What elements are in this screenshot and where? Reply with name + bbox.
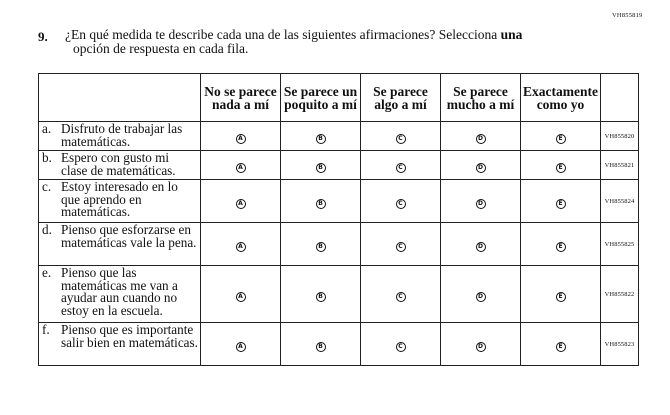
answer-bubble-d[interactable]: D <box>476 242 486 252</box>
column-header-c: Se parece algo a mí <box>361 74 441 122</box>
header-row <box>39 74 639 122</box>
item-code: VH855822 <box>601 266 639 323</box>
statement-cell <box>39 180 201 223</box>
item-code: VH855825 <box>601 223 639 266</box>
statement-letter: a. <box>42 121 52 136</box>
answer-bubble-c[interactable]: C <box>396 242 406 252</box>
option-cell <box>361 323 441 366</box>
option-cell <box>521 122 601 151</box>
answer-bubble-e[interactable]: E <box>556 199 566 209</box>
option-cell <box>521 180 601 223</box>
answer-bubble-b[interactable]: B <box>316 242 326 252</box>
option-cell <box>201 266 281 323</box>
answer-bubble-c[interactable]: C <box>396 134 406 144</box>
answer-bubble-e[interactable]: E <box>556 242 566 252</box>
answer-bubble-d[interactable]: D <box>476 134 486 144</box>
header-blank-cell <box>39 74 201 122</box>
statement-letter: c. <box>42 179 52 194</box>
statement-letter: d. <box>42 222 52 237</box>
statement-cell <box>39 223 201 266</box>
answer-bubble-a[interactable]: A <box>236 163 246 173</box>
item-code: VH855821 <box>601 151 639 180</box>
answer-bubble-d[interactable]: D <box>476 342 486 352</box>
option-cell <box>441 266 521 323</box>
answer-bubble-e[interactable]: E <box>556 163 566 173</box>
option-cell <box>441 323 521 366</box>
question-text <box>65 28 585 56</box>
answer-bubble-b[interactable]: B <box>316 163 326 173</box>
option-cell <box>361 266 441 323</box>
option-cell <box>201 323 281 366</box>
statement-letter: e. <box>42 265 52 280</box>
option-cell <box>441 180 521 223</box>
statement-letter: b. <box>42 150 52 165</box>
answer-bubble-b[interactable]: B <box>316 134 326 144</box>
statement-cell <box>39 266 201 323</box>
header-code-cell <box>601 74 639 122</box>
answer-bubble-d[interactable]: D <box>476 163 486 173</box>
item-code: VH855820 <box>601 122 639 151</box>
answer-bubble-a[interactable]: A <box>236 134 246 144</box>
answer-bubble-e[interactable]: E <box>556 134 566 144</box>
column-header-e: Exactamente como yo <box>521 74 601 122</box>
option-cell <box>201 151 281 180</box>
answer-bubble-e[interactable]: E <box>556 342 566 352</box>
answer-bubble-c[interactable]: C <box>396 342 406 352</box>
statement-text: Espero con gusto mi clase de matemáticas. <box>61 150 176 178</box>
option-cell <box>281 223 361 266</box>
option-cell <box>441 223 521 266</box>
statement-cell <box>39 122 201 151</box>
option-cell <box>201 180 281 223</box>
page-code: VH855819 <box>612 12 643 19</box>
item-code: VH855823 <box>601 323 639 366</box>
answer-bubble-a[interactable]: A <box>236 342 246 352</box>
option-cell <box>521 266 601 323</box>
option-cell <box>201 122 281 151</box>
response-table <box>38 73 639 366</box>
option-cell <box>281 323 361 366</box>
option-cell <box>361 180 441 223</box>
option-cell <box>441 151 521 180</box>
statement-cell <box>39 151 201 180</box>
column-header-b: Se parece un poquito a mí <box>281 74 361 122</box>
answer-bubble-d[interactable]: D <box>476 199 486 209</box>
answer-bubble-a[interactable]: A <box>236 242 246 252</box>
answer-bubble-c[interactable]: C <box>396 199 406 209</box>
answer-bubble-c[interactable]: C <box>396 163 406 173</box>
table-row <box>39 266 639 323</box>
table-row <box>39 151 639 180</box>
question-text-emphasis: una <box>500 27 523 42</box>
table-body <box>39 122 639 366</box>
option-cell <box>281 266 361 323</box>
option-cell <box>521 151 601 180</box>
statement-text: Estoy interesado en lo que aprendo en matemáticas. <box>61 179 178 220</box>
answer-bubble-b[interactable]: B <box>316 292 326 302</box>
option-cell <box>281 151 361 180</box>
answer-bubble-b[interactable]: B <box>316 342 326 352</box>
statement-text: Pienso que las matemáticas me van a ayudar aun cuando no estoy en la escuela. <box>61 265 178 318</box>
column-header-a: No se parece nada a mí <box>201 74 281 122</box>
statement-cell <box>39 323 201 366</box>
question-text-line1: ¿En qué medida te describe cada una de las siguientes afirmaciones? Selecciona <box>65 27 501 42</box>
answer-bubble-d[interactable]: D <box>476 292 486 302</box>
answer-bubble-c[interactable]: C <box>396 292 406 302</box>
answer-bubble-a[interactable]: A <box>236 292 246 302</box>
statement-text: Pienso que es importante salir bien en matemáticas. <box>61 322 198 350</box>
option-cell <box>281 122 361 151</box>
answer-bubble-b[interactable]: B <box>316 199 326 209</box>
question-number: 9. <box>38 29 48 44</box>
option-cell <box>361 151 441 180</box>
item-code: VH855824 <box>601 180 639 223</box>
answer-bubble-a[interactable]: A <box>236 199 246 209</box>
option-cell <box>281 180 361 223</box>
answer-bubble-e[interactable]: E <box>556 292 566 302</box>
table-row <box>39 223 639 266</box>
table-row <box>39 180 639 223</box>
question-text-line2: opción de respuesta en cada fila. <box>73 41 249 56</box>
table-row <box>39 323 639 366</box>
option-cell <box>521 323 601 366</box>
option-cell <box>201 223 281 266</box>
statement-text: Disfruto de trabajar las matemáticas. <box>61 121 183 149</box>
option-cell <box>361 122 441 151</box>
option-cell <box>361 223 441 266</box>
table-row <box>39 122 639 151</box>
column-header-d: Se parece mucho a mí <box>441 74 521 122</box>
statement-letter: f. <box>42 322 50 337</box>
option-cell <box>441 122 521 151</box>
statement-text: Pienso que esforzarse en matemáticas vale la pena. <box>61 222 197 250</box>
option-cell <box>521 223 601 266</box>
